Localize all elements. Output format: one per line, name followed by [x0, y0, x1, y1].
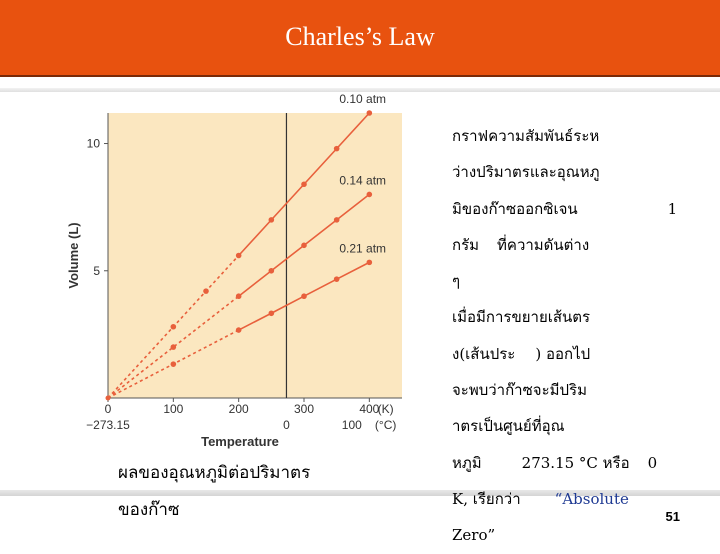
description-line [452, 227, 710, 263]
title-bar [0, 0, 720, 77]
series-label: 0.21 atm [339, 241, 387, 256]
description-fragment: K, เรียกว่า [452, 489, 521, 508]
y-axis-label: Volume (L) [66, 222, 81, 289]
x-tick-label-kelvin: 100 [163, 402, 184, 416]
caption-line-1: ผลของอุณหภูมิต่อปริมาตร [118, 463, 311, 483]
description-fragment: หภูมิ [452, 453, 482, 472]
data-point [334, 276, 340, 282]
x-tick-label-celsius: 0 [283, 418, 290, 432]
description-fragment: “Absolute [554, 489, 629, 508]
description-fragment: ที่ความดันต่าง [497, 235, 590, 254]
data-point [334, 217, 340, 223]
series-label: 0.10 atm [339, 92, 387, 106]
caption-line-2: ของก๊าซ [118, 500, 180, 520]
description-fragment: ง(เส้นประ [452, 344, 516, 363]
description-fragment: 273.15 °C หรือ [521, 453, 630, 472]
x-unit-kelvin: (K) [377, 402, 394, 416]
x-unit-celsius: (°C) [374, 418, 397, 432]
description-line [452, 372, 710, 408]
data-point [301, 181, 307, 187]
data-point [236, 253, 242, 259]
series-label: 0.14 atm [339, 173, 387, 188]
description-fragment: 1 [667, 199, 678, 218]
description-fragment: มิของก๊าซออกซิเจน [452, 199, 578, 218]
x-tick-label-celsius: 100 [341, 418, 362, 432]
description-line [452, 408, 710, 444]
description-fragment: 0 [647, 453, 658, 472]
data-point [367, 110, 373, 116]
description-fragment: Zero” [452, 526, 496, 545]
page-number: 51 [665, 509, 680, 524]
data-point [334, 146, 340, 152]
y-tick-label: 5 [93, 263, 100, 278]
description-fragment: ๆ [452, 272, 461, 291]
y-tick-label: 10 [86, 136, 100, 151]
data-point [236, 327, 242, 333]
data-point [236, 293, 242, 299]
description-line [452, 445, 710, 481]
data-point [301, 293, 307, 299]
slide-title: Charles’s Law [285, 22, 435, 51]
x-tick-label-celsius: −273.15 [86, 418, 130, 432]
description-fragment: ว่างปริมาตรและอุณหภู [452, 163, 600, 182]
data-point [171, 324, 177, 330]
data-point [367, 260, 373, 266]
x-axis-label: Temperature [201, 434, 279, 449]
data-point [203, 288, 209, 294]
description-fragment: าตรเป็นศูนย์ที่อุณ [452, 417, 565, 436]
plot-area [108, 113, 402, 398]
x-tick-label-kelvin: 300 [293, 402, 315, 416]
description-text [452, 118, 710, 554]
description-line [452, 263, 710, 299]
chart-caption [118, 455, 310, 529]
description-fragment: จะพบว่าก๊าซจะมีปริม [452, 381, 587, 400]
description-line [452, 299, 710, 335]
data-point [367, 192, 373, 198]
origin-point [106, 396, 111, 401]
data-point [269, 268, 275, 274]
x-tick-label-kelvin: 200 [228, 402, 249, 416]
charles-law-chart [60, 92, 420, 455]
description-fragment: ) ออกไป [535, 344, 591, 363]
x-tick-label-kelvin: 0 [104, 402, 112, 416]
data-point [269, 217, 275, 223]
description-line [452, 154, 710, 190]
description-fragment: กรัม [452, 235, 480, 254]
data-point [269, 310, 275, 316]
description-line [452, 191, 710, 227]
x-tick-label-kelvin: 400 [359, 402, 380, 416]
description-fragment: กราฟความสัมพันธ์ระห [452, 127, 600, 145]
data-point [171, 361, 177, 367]
description-line [452, 336, 710, 372]
data-point [171, 344, 177, 350]
data-point [301, 243, 307, 249]
description-line [452, 118, 710, 154]
description-fragment: เมื่อมีการขยายเส้นตร [452, 308, 591, 327]
